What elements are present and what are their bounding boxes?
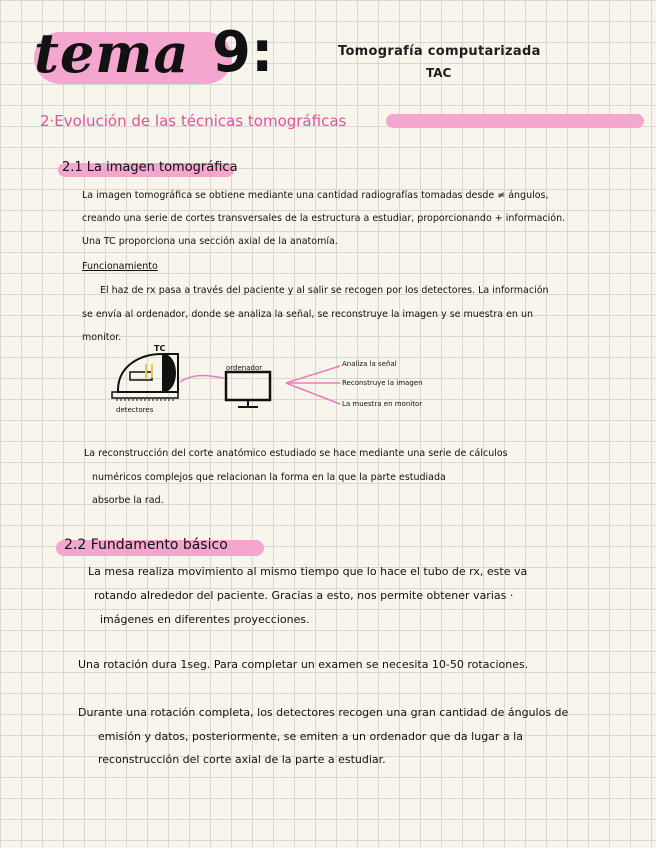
cable-line	[180, 376, 224, 383]
basic-p2: Una rotación dura 1seg. Para completar un examen se necesita 10-50 rotaciones.	[78, 658, 529, 671]
intro-line-2: creando una serie de cortes transversales de la estructura a estudiar, proporcionando + información.	[82, 213, 566, 224]
basic-p1-line-3: imágenes en diferentes proyecciones.	[100, 613, 310, 626]
basic-p3-line-3: reconstrucción del corte axial de la parte a estudiar.	[98, 753, 386, 766]
subsection-2-1-heading-block	[56, 160, 238, 175]
arrow-analyze	[286, 366, 340, 383]
recon-line-1: La reconstrucción del corte anatómico estudiado se hace mediante una serie de cálculos	[84, 448, 508, 459]
arrow-show	[286, 383, 340, 404]
recon-line-2: numéricos complejos que relacionan la forma en la que la parte estudiada	[92, 472, 446, 483]
basic-p1-line-1: La mesa realiza movimiento al mismo tiempo que lo hace el tubo de rx, este va	[88, 565, 528, 578]
intro-line-1: La imagen tomográfica se obtiene mediante una cantidad radiografías tomadas desde ≠ ángulos,	[82, 190, 549, 201]
func-line-3: monitor.	[82, 332, 122, 343]
subtitle-line-2: TAC	[426, 66, 452, 80]
monitor-icon	[226, 372, 270, 400]
section-heading: 2·Evolución de las técnicas tomográficas	[40, 112, 347, 130]
computer-label: ordenador	[226, 364, 263, 372]
funcionamiento-label: Funcionamiento	[82, 261, 158, 272]
func-line-2: se envía al ordenador, donde se analiza la señal, se reconstruye la imagen y se muestra en un	[82, 309, 533, 320]
recon-line-3: absorbe la rad.	[92, 495, 164, 506]
basic-p3-line-1: Durante una rotación completa, los detectores recogen una gran cantidad de ángulos de	[78, 706, 569, 719]
intro-line-3: Una TC proporciona una sección axial de la anatomía.	[82, 236, 338, 247]
subsection-2-1-heading: 2.1 La imagen tomográfica	[62, 160, 238, 175]
page-title: tema	[34, 21, 190, 85]
basic-p3-line-2: emisión y datos, posteriormente, se emiten a un ordenador que da lugar a la	[98, 730, 523, 743]
func-line-1: El haz de rx pasa a través del paciente y al salir se recogen por los detectores. La información	[100, 285, 549, 296]
section-heading-bar	[386, 114, 644, 128]
subsection-2-2-heading: 2.2 Fundamento básico	[64, 537, 228, 553]
basic-p1-line-2: rotando alrededor del paciente. Gracias a esto, nos permite obtener varias ·	[94, 589, 514, 602]
subtitle-line-1: Tomografía computarizada	[338, 44, 541, 59]
ct-diagram	[100, 342, 430, 422]
subsection-2-2-heading-block	[54, 537, 228, 553]
action-reconstruct: Reconstruye la imagen	[342, 379, 423, 387]
action-analyze: Analiza la señal	[342, 360, 397, 368]
detectors-label: detectores	[116, 406, 154, 414]
title-block	[34, 18, 189, 88]
action-show: La muestra en monitor	[342, 400, 423, 408]
title-number: 9:	[212, 20, 274, 85]
tc-label: TC	[154, 344, 166, 353]
